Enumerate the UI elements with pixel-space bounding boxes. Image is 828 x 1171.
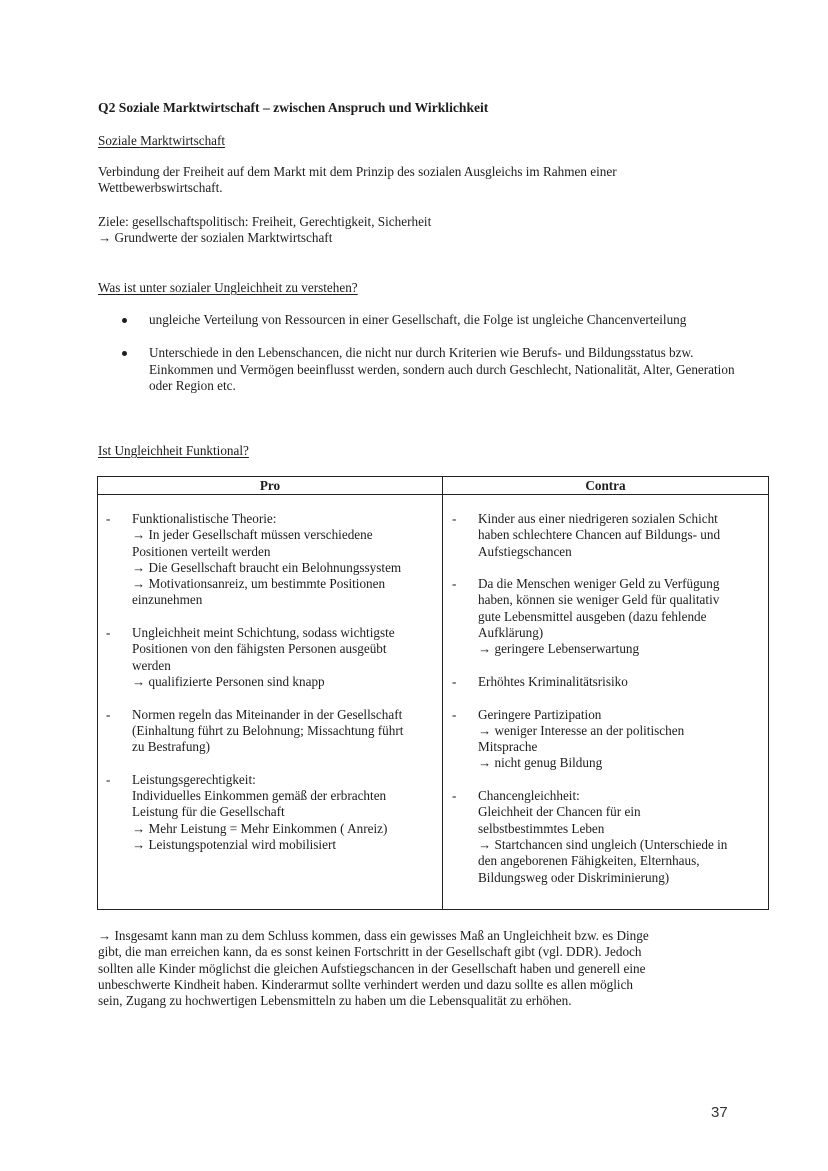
- contra-item-line: → weniger Interesse an der politischen: [478, 722, 685, 738]
- dash-marker-icon: -: [106, 511, 111, 526]
- pro-item-line: Positionen von den fähigsten Personen ausgeübt: [132, 641, 387, 657]
- header-contra: Contra: [585, 478, 626, 493]
- pro-item-line: Leistung für die Gesellschaft: [132, 804, 285, 820]
- pro-item-line: Funktionalistische Theorie:: [132, 511, 277, 526]
- bullet-item: [120, 312, 760, 328]
- pro-column: [104, 511, 439, 870]
- contra-item-line: Aufklärung): [478, 625, 544, 641]
- pro-item-line: Positionen verteilt werden: [132, 543, 271, 559]
- dash-marker-icon: -: [106, 706, 111, 722]
- contra-item-line: Erhöhtes Kriminalitätsrisiko: [478, 673, 628, 689]
- header-pro: Pro: [259, 478, 281, 493]
- conclusion-line: → Insgesamt kann man zu dem Schluss kommen, dass ein gewisses Maß an Ungleichheit bzw. es Dinge: [98, 928, 649, 943]
- conclusion-line: sollten alle Kinder möglichst die gleichen Aufstiegschancen in der Gesellschaft haben und generell eine: [98, 960, 646, 976]
- goals-arrow-line: → Grundwerte der sozialen Marktwirtschaft: [98, 230, 333, 246]
- contra-item-line: → geringere Lebenserwartung: [478, 641, 640, 657]
- pro-item-line: → Mehr Leistung = Mehr Einkommen ( Anreiz): [132, 820, 388, 836]
- dash-marker-icon: -: [452, 511, 457, 526]
- contra-item-line: Kinder aus einer niedrigeren sozialen Schicht: [478, 511, 718, 526]
- pro-item: [104, 707, 439, 756]
- bullet-dot-icon: [122, 318, 127, 323]
- pro-item-line: → Leistungspotenzial wird mobilisiert: [132, 836, 337, 852]
- contra-item-line: → nicht genug Bildung: [478, 755, 603, 771]
- dash-marker-icon: -: [452, 576, 457, 592]
- contra-item-line: gute Lebensmittel ausgeben (dazu fehlende: [478, 608, 707, 624]
- pro-item: [104, 625, 439, 690]
- conclusion-line: sein, Zugang zu hochwertigen Lebensmitteln zu haben um die Lebensqualität zu erhöhen.: [98, 993, 572, 1009]
- goals-line: Ziele: gesellschaftspolitisch: Freiheit, Gerechtigkeit, Sicherheit: [98, 214, 432, 229]
- pro-item-line: → qualifizierte Personen sind knapp: [132, 673, 325, 689]
- pro-item-line: Leistungsgerechtigkeit:: [132, 771, 256, 787]
- pro-item: [104, 511, 439, 609]
- pro-contra-table: [97, 476, 769, 910]
- bullet-dot-icon: [122, 351, 127, 356]
- page-title: Q2 Soziale Marktwirtschaft – zwischen Anspruch und Wirklichkeit: [98, 100, 489, 115]
- pro-item-line: (Einhaltung führt zu Belohnung; Missachtung führt: [132, 722, 404, 738]
- dash-marker-icon: -: [452, 673, 457, 689]
- conclusion-paragraph: [98, 928, 718, 1009]
- ungleichheit-bullet-list: [120, 312, 760, 411]
- pro-item-line: Individuelles Einkommen gemäß der erbrachten: [132, 788, 387, 804]
- pro-item-line: zu Bestrafung): [132, 739, 210, 755]
- bullet-text: Unterschiede in den Lebenschancen, die nicht nur durch Kriterien wie Berufs- und Bildungsstatus bzw. Einkommen und Vermögen beeinflusst werden, sondern auch durch Geschlecht, Nationalität, Alter, Generation oder Region etc.: [149, 345, 735, 393]
- contra-item-line: Bildungsweg oder Diskriminierung): [478, 869, 670, 885]
- contra-item: [450, 788, 768, 886]
- contra-item-line: Mitsprache: [478, 739, 538, 755]
- pro-item-line: → Die Gesellschaft braucht ein Belohnungssystem: [132, 559, 402, 575]
- goals-paragraph: [98, 214, 738, 247]
- pro-item-line: → In jeder Gesellschaft müssen verschiedene: [132, 527, 373, 543]
- conclusion-line: gibt, die man erreichen kann, da es sonst keinen Fortschritt in der Gesellschaft gibt (vgl. DDR). Jedoch: [98, 944, 642, 960]
- definition-paragraph: Verbindung der Freiheit auf dem Markt mit dem Prinzip des sozialen Ausgleichs im Rahmen einer Wettbewerbswirtschaft.: [98, 164, 617, 196]
- pro-item-line: Ungleichheit meint Schichtung, sodass wichtigste: [132, 625, 395, 641]
- dash-marker-icon: -: [106, 625, 111, 641]
- dash-marker-icon: -: [106, 771, 111, 787]
- conclusion-line: unbeschwerte Kindheit haben. Kinderarmut sollte verhindert werden und dazu sollte es allen möglich: [98, 976, 634, 992]
- section-heading-soziale-marktwirtschaft: Soziale Marktwirtschaft: [98, 133, 226, 148]
- contra-item: [450, 674, 768, 690]
- contra-item-line: Geringere Partizipation: [478, 706, 602, 722]
- contra-item-line: selbstbestimmtes Leben: [478, 820, 605, 836]
- contra-item-line: → Startchancen sind ungleich (Unterschiede in: [478, 836, 728, 852]
- pro-item: [104, 772, 439, 853]
- section-heading-ungleichheit: Was ist unter sozialer Ungleichheit zu verstehen?: [98, 280, 358, 295]
- contra-item-line: Da die Menschen weniger Geld zu Verfügung: [478, 576, 720, 592]
- pro-item-line: werden: [132, 657, 171, 673]
- dash-marker-icon: -: [452, 706, 457, 722]
- contra-item-line: haben schlechtere Chancen auf Bildungs- und: [478, 527, 721, 543]
- bullet-text: ungleiche Verteilung von Ressourcen in einer Gesellschaft, die Folge ist ungleiche Chancenverteilung: [149, 312, 687, 327]
- contra-item-line: Aufstiegschancen: [478, 543, 572, 559]
- contra-item-line: Chancengleichheit:: [478, 788, 580, 804]
- contra-item: [450, 707, 768, 772]
- section-heading-funktional: Ist Ungleichheit Funktional?: [98, 443, 249, 458]
- pro-item-line: Normen regeln das Miteinander in der Gesellschaft: [132, 706, 403, 722]
- contra-item-line: haben, können sie weniger Geld für qualitativ: [478, 592, 720, 608]
- contra-column: [450, 511, 768, 902]
- column-divider: [442, 477, 443, 909]
- contra-item: [450, 511, 768, 560]
- dash-marker-icon: -: [452, 788, 457, 804]
- pro-item-line: → Motivationsanreiz, um bestimmte Positionen: [132, 576, 386, 592]
- pro-item-line: einzunehmen: [132, 592, 203, 608]
- contra-item: [450, 576, 768, 657]
- page-number: 37: [711, 1104, 728, 1121]
- bullet-item: [120, 345, 760, 394]
- contra-item-line: Gleichheit der Chancen für ein: [478, 804, 641, 820]
- contra-item-line: den angeborenen Fähigkeiten, Elternhaus,: [478, 853, 700, 869]
